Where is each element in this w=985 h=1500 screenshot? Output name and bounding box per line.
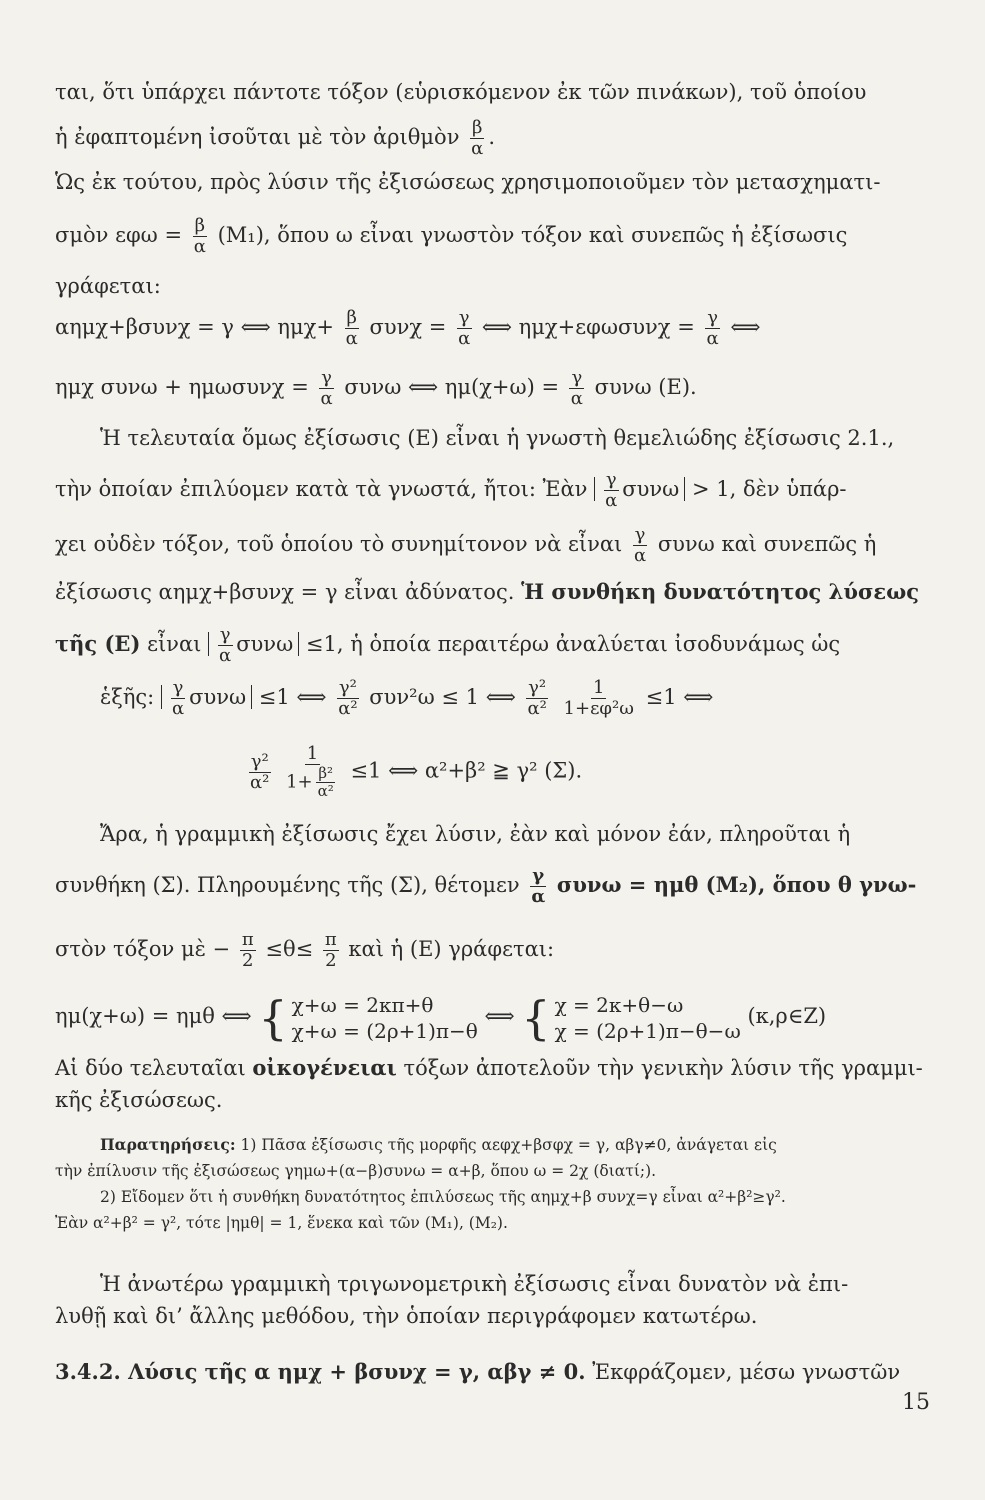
bold-text: Ἡ συνθήκη δυνατότητος λύσεως: [521, 579, 919, 604]
text-span: στὸν τόξον μὲ −: [55, 937, 231, 961]
text-span: ἐξίσωσις αημχ+βσυνχ = γ εἶναι ἀδύνατος.: [55, 580, 515, 604]
text-span: συνω καὶ συνεπῶς ἡ: [657, 532, 877, 556]
text-span: ἑξῆς:: [100, 685, 155, 709]
text-span: τὴν ὁποίαν ἐπιλύομεν κατὰ τὰ γνωστά, ἤτοι: Ἐὰν: [55, 477, 588, 501]
text-span: καὶ ἡ (E) γράφεται:: [348, 937, 555, 961]
text-span: συν²ω ≤ 1 ⟺: [369, 685, 516, 709]
fraction: [323, 930, 339, 971]
fraction: [248, 752, 271, 793]
note-line: Ἐὰν α²+β² = γ², τότε |ημθ| = 1, ἕνεκα καὶ τῶν (M₁), (M₂).: [55, 1214, 508, 1232]
numerator: γ: [605, 469, 617, 490]
text-line: [55, 1054, 925, 1082]
fraction: [170, 678, 186, 719]
denominator: 2: [242, 950, 254, 971]
text-line: Ἄρα, ἡ γραμμικὴ ἐξίσωσις ἔχει λύσιν, ἐὰν καὶ μόνον ἐάν, πληροῦται ἡ: [100, 822, 851, 846]
numerator: γ²: [528, 677, 547, 698]
denominator: 2: [325, 950, 337, 971]
system-row: χ+ω = 2κπ+θ: [291, 992, 434, 1017]
numerator: 1: [593, 677, 605, 698]
text-span: ⟺: [484, 1004, 515, 1028]
equation-line: [100, 678, 925, 719]
bold-text: συνω = ημθ (M₂), ὅπου θ γνω-: [556, 872, 917, 897]
denominator: α: [171, 698, 185, 719]
fraction: [469, 118, 485, 159]
text-line: [55, 470, 925, 511]
text-line: ται, ὅτι ὑπάρχει πάντοτε τόξον (εὑρισκόμενον ἐκ τῶν πινάκων), τοῦ ὁποίου: [55, 80, 867, 104]
brace-glyph: {: [258, 990, 288, 1045]
text-span: ≤1 ⟺: [645, 685, 714, 709]
numerator: γ: [458, 307, 470, 328]
text-span: ημ(χ+ω) = ημθ ⟺: [55, 1004, 252, 1028]
denominator: α²: [338, 698, 358, 719]
bold-text: 3.4.2. Λύσις τῆς α ημχ + βσυνχ = γ, αβγ ≠ 0.: [55, 1359, 586, 1384]
text-span: συνω: [622, 477, 680, 501]
text-line: Ἡ τελευταία ὅμως ἐξίσωσις (E) εἶναι ἡ γνωστὴ θεμελιώδης ἐξίσωσις 2.1.,: [100, 426, 895, 450]
denominator: α²: [250, 771, 270, 793]
numerator: γ: [321, 367, 332, 388]
numerator: β²: [318, 764, 334, 782]
text-span: συνω (E).: [594, 375, 697, 399]
numerator: γ: [571, 367, 583, 388]
text-span: συνω ⟺ ημ(χ+ω) =: [344, 375, 560, 399]
text-span: ≤1 ⟺ α²+β² ≧ γ² (Σ).: [350, 758, 583, 783]
numerator: β: [346, 307, 357, 328]
equation-line: [55, 308, 925, 349]
system-rows: [555, 992, 741, 1044]
equation-system: [521, 992, 740, 1044]
numerator: γ: [532, 865, 545, 886]
numerator: β: [194, 215, 206, 236]
text-span: τόξων ἀποτελοῦν τὴν γενικὴν λύσιν τῆς γραμμι-: [403, 1056, 923, 1080]
fraction: [705, 308, 721, 349]
text-span: αημχ+βσυνχ = γ ⟺ ημχ+: [55, 315, 334, 339]
text-span: ≤1, ἡ ὁποία περαιτέρω ἀναλύεται ἰσοδυνάμως ὡς: [305, 632, 841, 656]
section-heading: [55, 1358, 925, 1386]
text-span: Ἐκφράζομεν, μέσω γνωστῶν: [592, 1360, 901, 1384]
text-line: ἡ ἐφαπτομένη ἰσοῦται μὲ τὸν ἀριθμὸν $\frac{\beta}{\alpha}$ .: [55, 117, 495, 159]
denominator: 1+εφ²ω: [563, 698, 634, 719]
denominator: α: [570, 388, 583, 409]
text-span: συνχ =: [369, 315, 447, 339]
denominator: α: [458, 328, 471, 349]
numerator: 1: [306, 743, 319, 764]
page-number: 15: [902, 1390, 930, 1415]
text-line: λυθῇ καὶ δι’ ἄλλης μεθόδου, τὴν ὁποίαν περιγράφομεν κατωτέρω.: [55, 1304, 758, 1328]
text-line: [55, 930, 925, 971]
text-span: ≤θ≤: [265, 937, 314, 961]
fraction: [632, 525, 648, 566]
denominator: α: [193, 236, 206, 257]
fraction: [456, 308, 472, 349]
numerator: γ: [172, 677, 184, 698]
text-line: [55, 525, 925, 566]
denominator: [284, 765, 341, 800]
fraction: [217, 625, 233, 666]
note-line: [100, 1134, 925, 1156]
text-span: ≤1 ⟺: [258, 685, 327, 709]
text-span: χει οὐδὲν τόξον, τοῦ ὁποίου τὸ συνημίτονον νὰ εἶναι: [55, 532, 623, 556]
text-span: 1+: [286, 771, 313, 793]
text-line: κῆς ἐξισώσεως.: [55, 1088, 223, 1112]
text-span: ἡ ἐφαπτομένη ἰσοῦται μὲ τὸν ἀριθμὸν: [55, 125, 460, 149]
fraction: [603, 470, 619, 511]
text-line: [55, 216, 925, 257]
numerator: γ: [707, 307, 718, 328]
denominator: α: [633, 545, 647, 566]
numerator: π: [324, 929, 337, 950]
fraction: [336, 678, 359, 719]
system-row: χ = (2ρ+1)π−θ−ω: [554, 1018, 741, 1043]
absolute-value: [208, 624, 299, 666]
fraction: [529, 866, 547, 907]
text-span: (M₁), ὅπου ω εἶναι γνωστὸν τόξον καὶ συνεπῶς ἡ ἐξίσωσις: [217, 223, 848, 247]
denominator: α²: [527, 698, 547, 719]
denominator: α: [320, 388, 333, 409]
absolute-value: [594, 469, 685, 511]
text-span: 1) Πᾶσα ἐξίσωσις τῆς μορφῆς αεφχ+βσφχ = γ, αβγ≠0, ἀνάγεται εἰς: [240, 1136, 777, 1154]
text-line: [55, 578, 925, 606]
denominator: α: [219, 645, 232, 666]
fraction: [316, 765, 336, 800]
denominator: α: [706, 328, 719, 349]
numerator: γ²: [338, 677, 357, 698]
numerator: γ: [634, 524, 646, 545]
text-span: Αἱ δύο τελευταῖαι: [55, 1056, 246, 1080]
note-line: 2) Εἴδομεν ὅτι ἡ συνθήκη δυνατότητος ἐπιλύσεως τῆς αημχ+β συνχ=γ εἶναι α²+β²≥γ².: [100, 1188, 786, 1206]
equation-line: [55, 368, 925, 409]
text-span: ⟺: [730, 315, 761, 339]
text-line: [55, 866, 925, 907]
fraction: [192, 216, 208, 257]
denominator: α: [531, 886, 546, 907]
text-span: > 1, δὲν ὑπάρ-: [691, 477, 847, 501]
bold-text: Παρατηρήσεις:: [100, 1135, 236, 1154]
system-rows: [292, 992, 478, 1044]
text-line: Ὡς ἐκ τούτου, πρὸς λύσιν τῆς ἐξισώσεως χρησιμοποιοῦμεν τὸν μετασχηματι-: [55, 170, 881, 194]
denominator: α: [345, 328, 358, 349]
fraction: [318, 368, 334, 409]
fraction: [525, 678, 548, 719]
fraction: [284, 744, 341, 800]
text-span: σμὸν εφω =: [55, 223, 183, 247]
absolute-value: [161, 677, 252, 719]
text-line: Ἡ ἀνωτέρω γραμμικὴ τριγωνομετρικὴ ἐξίσωσις εἶναι δυνατὸν νὰ ἐπι-: [100, 1272, 849, 1296]
equation-line: [55, 988, 925, 1044]
fraction: [344, 308, 360, 349]
numerator: π: [241, 929, 254, 950]
text-span: (κ,ρ∈Z): [747, 1004, 827, 1028]
text-span: ⟺ ημχ+εφωσυνχ =: [481, 315, 695, 339]
brace-glyph: {: [521, 990, 551, 1045]
fraction: [240, 930, 256, 971]
system-row: χ = 2κ+θ−ω: [554, 992, 684, 1017]
denominator: α: [471, 138, 484, 159]
numerator: γ: [219, 624, 231, 645]
text-line: [55, 625, 925, 666]
text-span: συνω: [236, 632, 294, 656]
text-span: εἶναι: [147, 632, 202, 656]
text-line: γράφεται:: [55, 274, 161, 298]
fraction: [562, 678, 636, 719]
equation-system: [258, 992, 477, 1044]
denominator: α²: [317, 782, 334, 800]
numerator: β: [472, 117, 483, 138]
equation-line: [245, 744, 925, 800]
text-span: συνθήκη (Σ). Πληρουμένης τῆς (Σ), θέτομεν: [55, 873, 520, 897]
numerator: γ²: [250, 750, 269, 772]
bold-text: οἰκογένειαι: [252, 1055, 397, 1080]
text-span: συνω: [189, 685, 247, 709]
system-row: χ+ω = (2ρ+1)π−θ: [291, 1018, 478, 1043]
text-span: ημχ συνω + ημωσυνχ =: [55, 375, 309, 399]
note-line: τὴν ἐπίλυσιν τῆς ἐξισώσεως γημω+(α−β)συνω = α+β, ὅπου ω = 2χ (διατί;).: [55, 1162, 657, 1180]
bold-text: τῆς (E): [55, 631, 141, 656]
fraction: [569, 368, 585, 409]
denominator: α: [605, 490, 618, 511]
